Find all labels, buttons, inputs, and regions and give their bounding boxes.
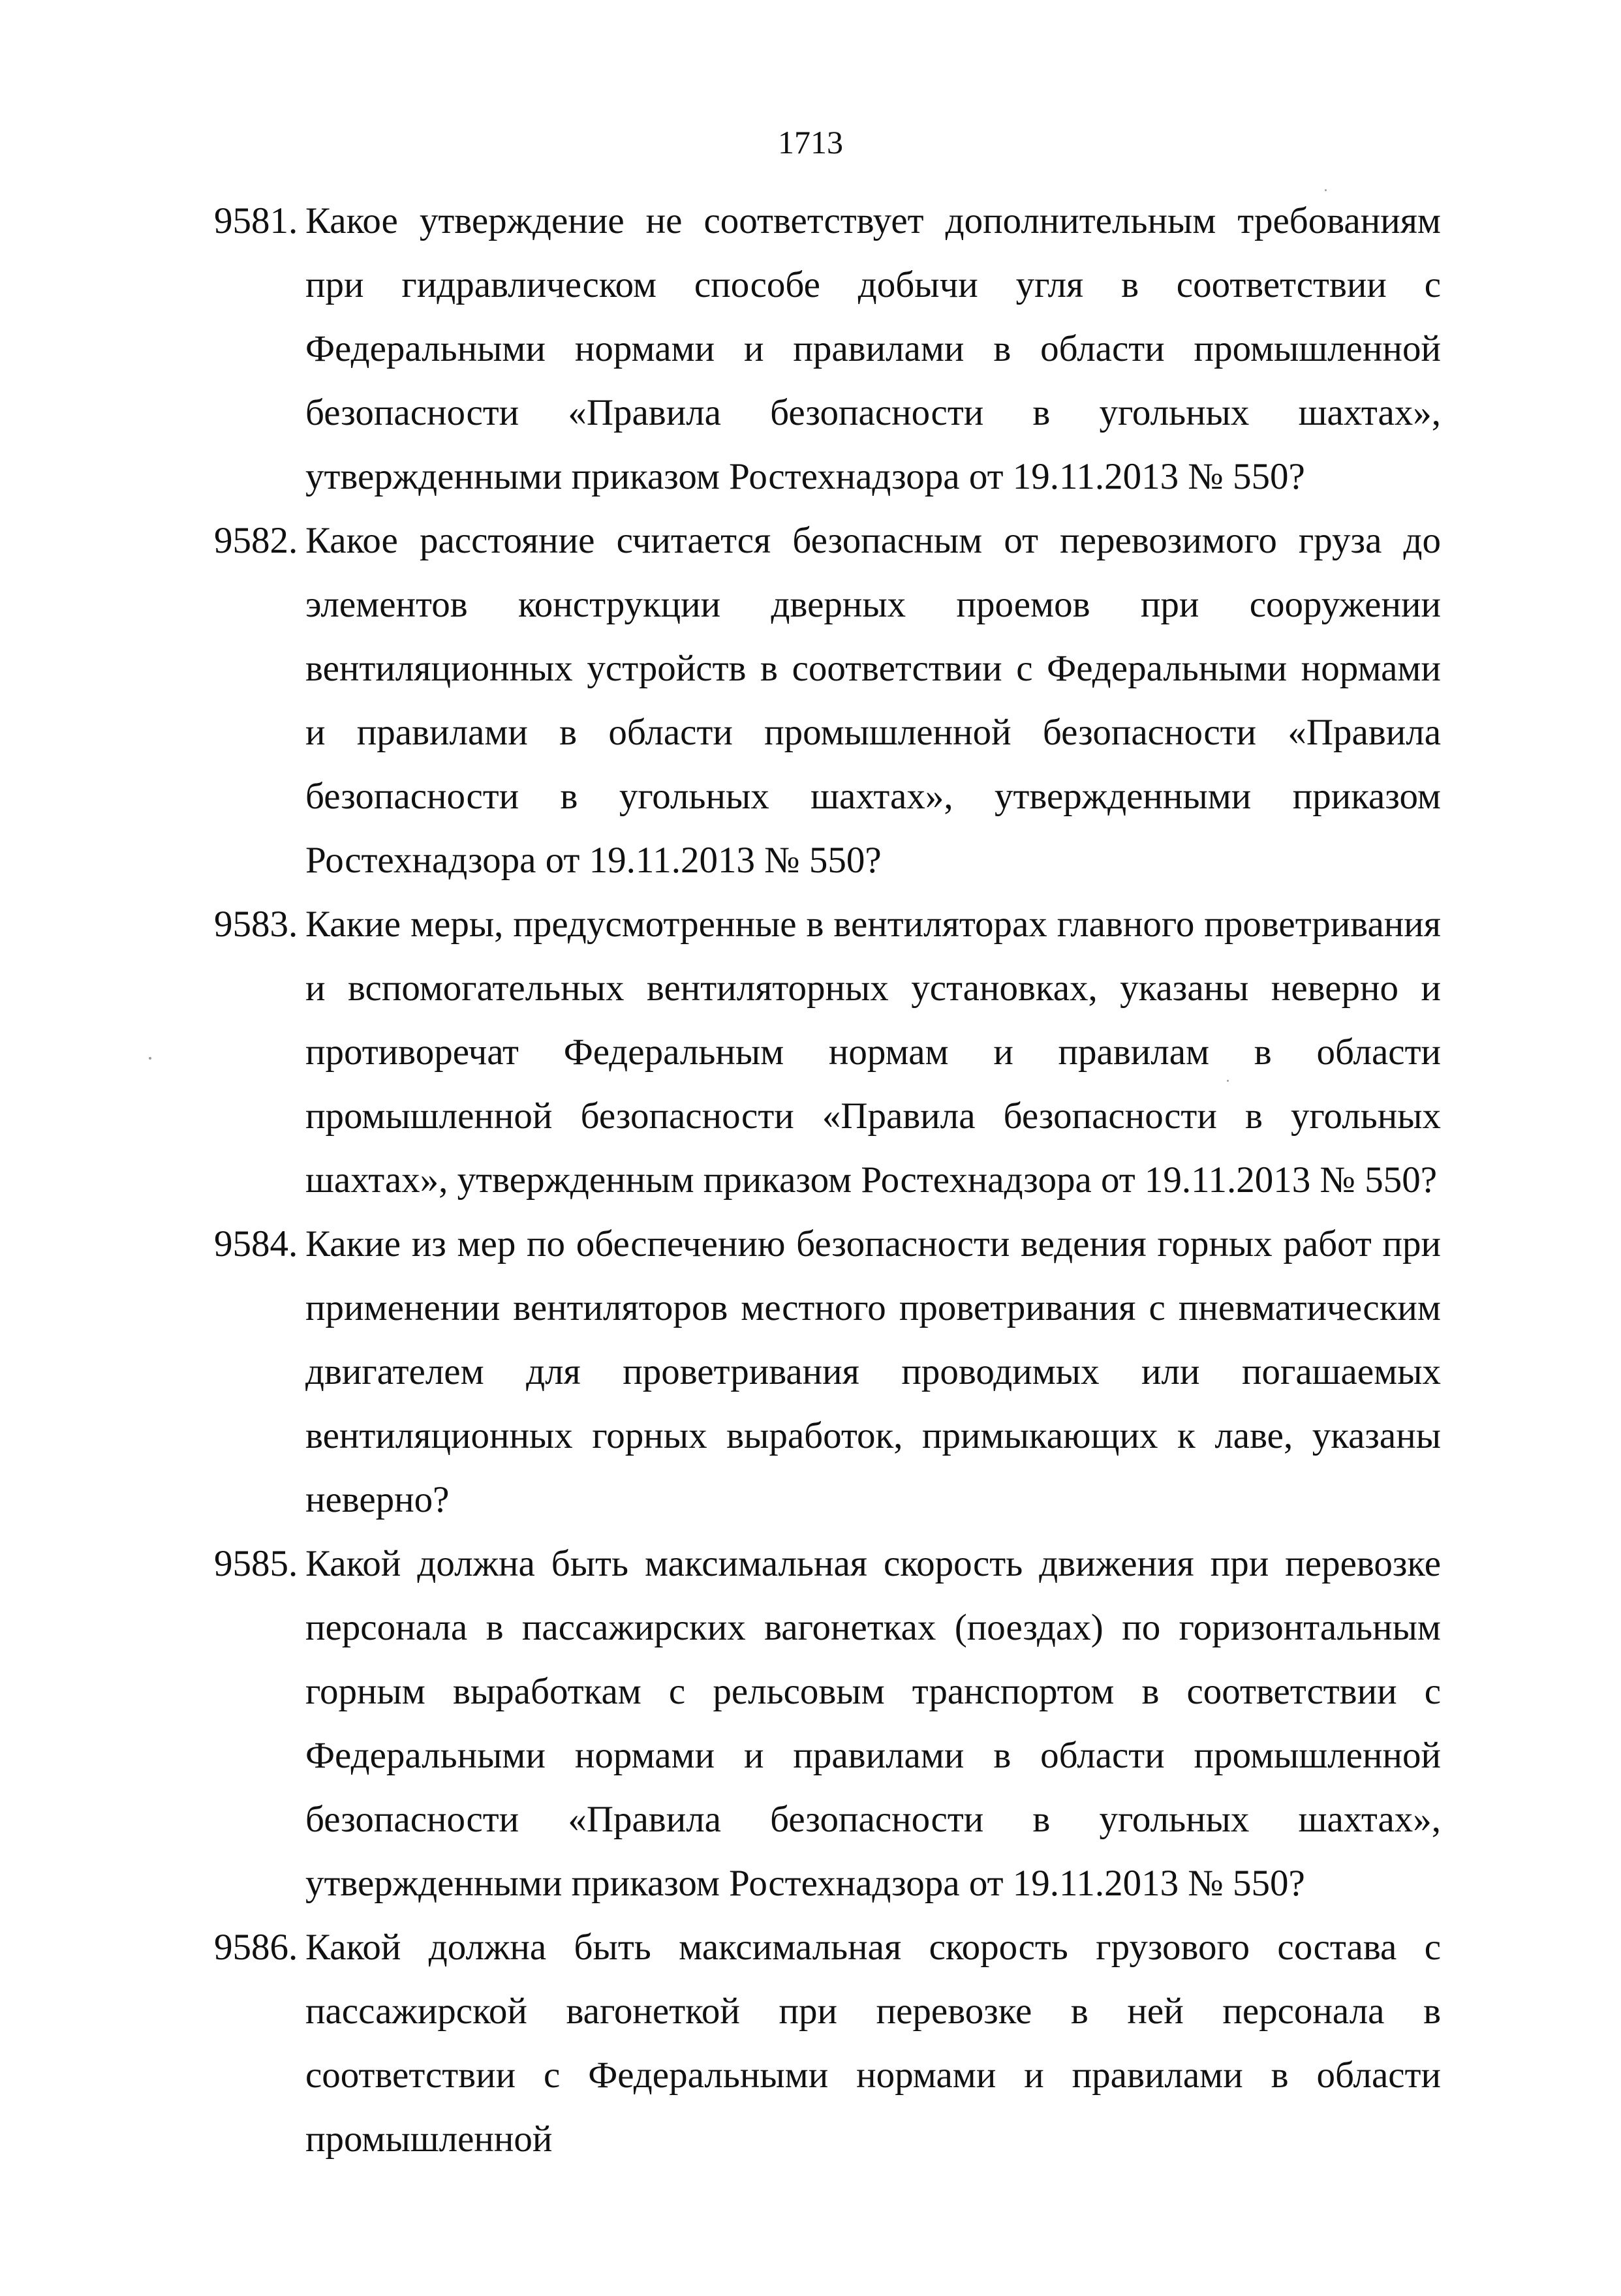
question-item — [214, 1532, 1441, 1916]
question-number: 9584. — [214, 1223, 298, 1264]
question-text: Какие из мер по обеспечению безопасности ведения горных работ при применении вентиляторов местного проветривания с пневматическим двигателем для проветривания проводимых или погашаемых вентиляционных горных выработок, примыкающих к лаве, указаны неверно? — [305, 1223, 1441, 1520]
scan-speck — [1227, 1080, 1229, 1082]
question-number: 9586. — [214, 1927, 298, 1968]
question-text: Какое утверждение не соответствует дополнительным требованиям при гидравлическом способе добычи угля в соответствии с Федеральными нормами и правилами в области промышленной безопасности «Правила безопасности в угольных шахтах», утвержденными приказом Ростехнадзора от 19.11.2013 № 550? — [305, 200, 1441, 497]
question-number: 9581. — [214, 200, 298, 241]
question-list — [214, 189, 1441, 2171]
page-number: 1713 — [778, 124, 843, 161]
question-item — [214, 509, 1441, 893]
question-number: 9585. — [214, 1543, 298, 1584]
question-item — [214, 189, 1441, 509]
scan-speck — [1325, 189, 1327, 191]
question-number: 9583. — [214, 904, 298, 945]
question-item — [214, 1212, 1441, 1532]
question-text: Какое расстояние считается безопасным от перевозимого груза до элементов конструкции дверных проемов при сооружении вентиляционных устройств в соответствии с Федеральными нормами и правилами в области промышленной безопасности «Правила безопасности в угольных шахтах», утвержденными приказом Ростехнадзора от 19.11.2013 № 550? — [305, 520, 1441, 881]
question-number: 9582. — [214, 520, 298, 561]
question-item — [214, 1916, 1441, 2171]
question-text: Какие меры, предусмотренные в вентиляторах главного проветривания и вспомогательных вентиляторных установках, указаны неверно и противоречат Федеральным нормам и правилам в области промышленной безопасности «Правила безопасности в угольных шахтах», утвержденным приказом Ростехнадзора от 19.11.2013 № 550? — [305, 904, 1441, 1201]
question-text: Какой должна быть максимальная скорость движения при перевозке персонала в пассажирских вагонетках (поездах) по горизонтальным горным выработкам с рельсовым транспортом в соответствии с Федеральными нормами и правилами в области промышленной безопасности «Правила безопасности в угольных шахтах», утвержденными приказом Ростехнадзора от 19.11.2013 № 550? — [305, 1543, 1441, 1904]
question-text: Какой должна быть максимальная скорость грузового состава с пассажирской вагонеткой при перевозке в ней персонала в соответствии с Федеральными нормами и правилами в области промышленной — [305, 1927, 1441, 2160]
question-item — [214, 893, 1441, 1212]
scan-speck — [149, 1057, 151, 1060]
